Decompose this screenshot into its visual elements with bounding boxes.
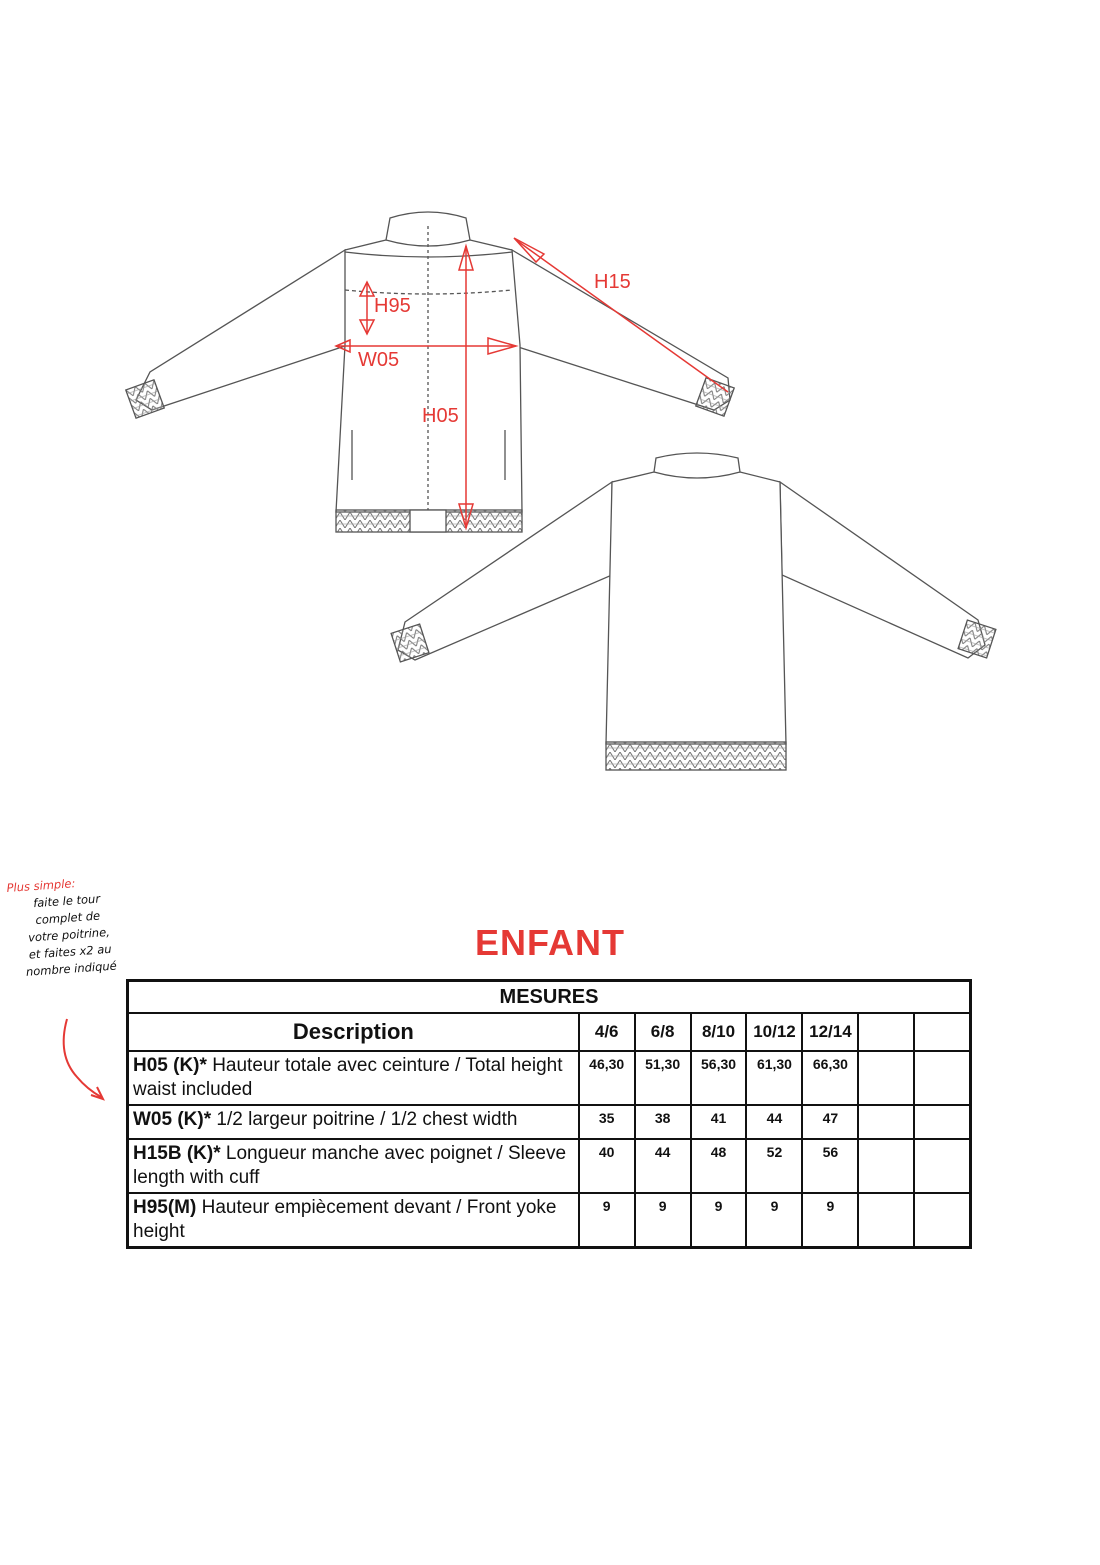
cell-value: 47: [802, 1105, 858, 1139]
cell-value: 9: [746, 1193, 802, 1248]
table-row: [128, 1139, 971, 1193]
row-code: H95(M): [133, 1197, 197, 1218]
row-description: [128, 1051, 579, 1105]
cell-value: 46,30: [579, 1051, 635, 1105]
size-header: 8/10: [691, 1013, 747, 1051]
cell-value: 51,30: [635, 1051, 691, 1105]
size-header: 10/12: [746, 1013, 802, 1051]
cell-value: 48: [691, 1139, 747, 1193]
table-row: [128, 1105, 971, 1139]
note-line: et faites x2 au: [28, 941, 112, 962]
cell-value: [914, 1051, 970, 1105]
cell-value: [914, 1193, 970, 1248]
cell-value: 56: [802, 1139, 858, 1193]
table-row: [128, 1051, 971, 1105]
row-text: 1/2 largeur poitrine / 1/2 chest width: [216, 1109, 518, 1130]
note-line: complet de: [35, 908, 101, 928]
size-header: 6/8: [635, 1013, 691, 1051]
note-line: nombre indiqué: [25, 958, 118, 979]
cell-value: [858, 1193, 914, 1248]
table-row: [128, 1193, 971, 1248]
size-header: [914, 1013, 970, 1051]
cell-value: [858, 1105, 914, 1139]
cell-value: 9: [579, 1193, 635, 1248]
table-caption: MESURES: [128, 981, 971, 1014]
cell-value: 41: [691, 1105, 747, 1139]
cell-value: 56,30: [691, 1051, 747, 1105]
row-code: H05 (K)*: [133, 1055, 207, 1076]
cell-value: 44: [746, 1105, 802, 1139]
cell-value: 66,30: [802, 1051, 858, 1105]
page-title: ENFANT: [475, 922, 625, 963]
note-lead: Plus simple:: [6, 876, 76, 895]
cell-value: [858, 1139, 914, 1193]
row-text: Longueur manche avec poignet / Sleeve length with cuff: [133, 1143, 567, 1188]
note-line: faite le tour: [32, 891, 101, 911]
cell-value: 9: [635, 1193, 691, 1248]
cell-value: 9: [691, 1193, 747, 1248]
curved-arrow-icon: [55, 1015, 115, 1105]
cell-value: [858, 1051, 914, 1105]
row-text: Hauteur totale avec ceinture / Total height waist included: [133, 1055, 563, 1100]
table-header-row: [128, 1013, 971, 1051]
cell-value: [914, 1139, 970, 1193]
cell-value: 44: [635, 1139, 691, 1193]
description-header: Description: [128, 1013, 579, 1051]
size-header: 4/6: [579, 1013, 635, 1051]
label-h15: H15: [594, 271, 631, 293]
label-h05: H05: [422, 405, 459, 427]
row-description: [128, 1193, 579, 1248]
note-line: votre poitrine,: [27, 924, 111, 945]
row-description: [128, 1105, 579, 1139]
cell-value: [914, 1105, 970, 1139]
row-code: W05 (K)*: [133, 1109, 212, 1130]
size-header: [858, 1013, 914, 1051]
cell-value: 9: [802, 1193, 858, 1248]
label-w05: W05: [358, 349, 400, 371]
measurement-table: [126, 979, 972, 1249]
row-description: [128, 1139, 579, 1193]
row-text: Hauteur empiècement devant / Front yoke height: [133, 1197, 557, 1242]
cell-value: 52: [746, 1139, 802, 1193]
size-header: 12/14: [802, 1013, 858, 1051]
row-code: H15B (K)*: [133, 1143, 221, 1164]
cell-value: 35: [579, 1105, 635, 1139]
label-h95: H95: [374, 295, 411, 317]
cell-value: 61,30: [746, 1051, 802, 1105]
cell-value: 38: [635, 1105, 691, 1139]
cell-value: 40: [579, 1139, 635, 1193]
